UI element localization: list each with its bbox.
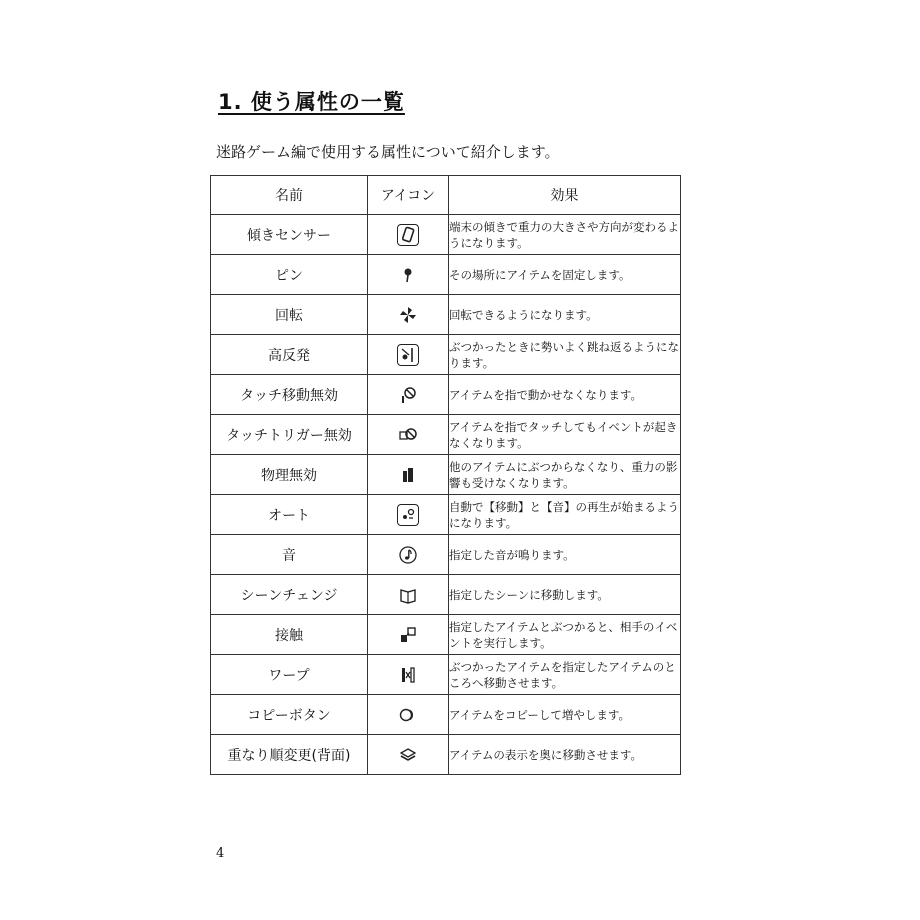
attribute-effect: 端末の傾きで重力の大きさや方向が変わるようになります。 [449,215,681,255]
tilt-sensor-icon [397,224,419,246]
copy-button-icon [397,704,419,726]
attribute-name: 傾きセンサー [211,215,368,255]
sound-note-icon [397,544,419,566]
attribute-name: タッチ移動無効 [211,375,368,415]
touch-trigger-disable-icon [397,424,419,446]
physics-disable-icon [397,464,419,486]
high-bounce-icon [397,344,419,366]
attribute-name: コピーボタン [211,695,368,735]
attribute-effect: アイテムをコピーして増やします。 [449,695,681,735]
attribute-effect: アイテムの表示を奥に移動させます。 [449,735,681,775]
attribute-name: シーンチェンジ [211,575,368,615]
header-name: 名前 [211,176,368,215]
attribute-name: 回転 [211,295,368,335]
table-row [211,735,681,775]
header-icon: アイコン [368,176,449,215]
attribute-name: 重なり順変更(背面) [211,735,368,775]
attribute-name: 高反発 [211,335,368,375]
table-row [211,495,681,535]
table-row [211,455,681,495]
table-row [211,335,681,375]
table-row [211,695,681,735]
attribute-effect: 指定した音が鳴ります。 [449,535,681,575]
table-row [211,535,681,575]
attribute-effect: その場所にアイテムを固定します。 [449,255,681,295]
attribute-name: オート [211,495,368,535]
warp-icon [397,664,419,686]
table-row [211,295,681,335]
attribute-name: 物理無効 [211,455,368,495]
layer-back-icon [397,744,419,766]
table-row [211,615,681,655]
table-row [211,655,681,695]
attribute-name: 接触 [211,615,368,655]
table-row [211,215,681,255]
auto-icon [397,504,419,526]
attribute-effect: ぶつかったときに勢いよく跳ね返るようになります。 [449,335,681,375]
attribute-effect: 指定したシーンに移動します。 [449,575,681,615]
attribute-effect: アイテムを指で動かせなくなります。 [449,375,681,415]
table-row [211,575,681,615]
contact-icon [397,624,419,646]
touch-move-disable-icon [397,384,419,406]
attribute-effect: 指定したアイテムとぶつかると、相手のイベントを実行します。 [449,615,681,655]
scene-change-icon [397,584,419,606]
table-row [211,415,681,455]
section-heading: 1. 使う属性の一覧 [218,90,405,114]
table-row [211,375,681,415]
page-number: 4 [216,846,225,861]
attribute-name: ワープ [211,655,368,695]
intro-text: 迷路ゲーム編で使用する属性について紹介します。 [216,143,560,161]
table-row [211,255,681,295]
attribute-name: 音 [211,535,368,575]
attribute-effect: 他のアイテムにぶつからなくなり、重力の影響も受けなくなります。 [449,455,681,495]
attribute-effect: 回転できるようになります。 [449,295,681,335]
attribute-effect: アイテムを指でタッチしてもイベントが起きなくなります。 [449,415,681,455]
attribute-name: タッチトリガー無効 [211,415,368,455]
attribute-effect: ぶつかったアイテムを指定したアイテムのところへ移動させます。 [449,655,681,695]
header-effect: 効果 [449,176,681,215]
attribute-effect: 自動で【移動】と【音】の再生が始まるようになります。 [449,495,681,535]
table-header-row [211,176,681,215]
attribute-table [210,175,681,775]
attribute-name: ピン [211,255,368,295]
pin-icon [397,264,419,286]
rotate-icon [397,304,419,326]
